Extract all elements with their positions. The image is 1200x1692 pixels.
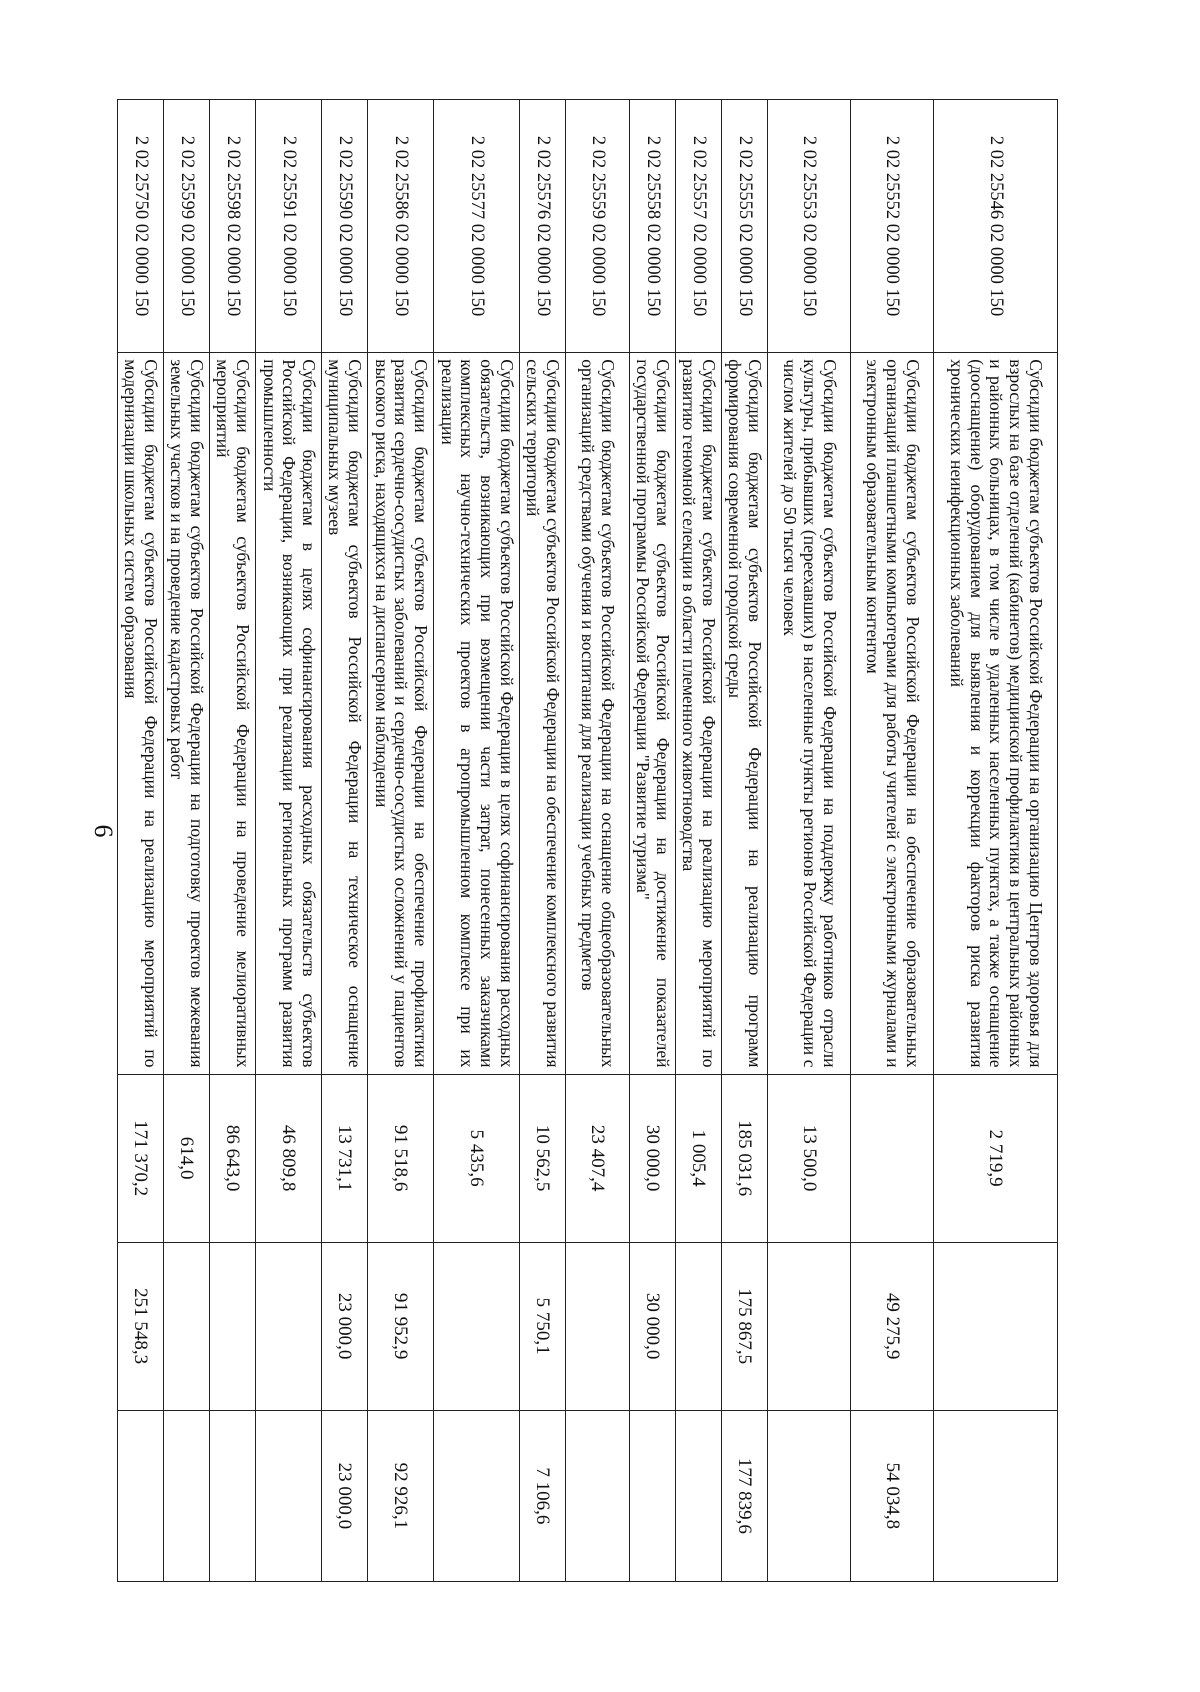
- amount-cell-year3: [630, 1410, 676, 1581]
- budget-code-cell: 2 02 25750 02 0000 150: [118, 100, 164, 353]
- amount-cell-year2: 175 867,5: [722, 1242, 768, 1410]
- table-row: [322, 100, 368, 1582]
- amount-cell-year2: 30 000,0: [630, 1242, 676, 1410]
- budget-code-cell: 2 02 25557 02 0000 150: [676, 100, 722, 353]
- amount-cell-year3: 92 926,1: [368, 1410, 434, 1581]
- budget-code-cell: 2 02 25559 02 0000 150: [566, 100, 630, 353]
- amount-cell-year2: 5 750,1: [520, 1242, 566, 1410]
- budget-code-cell: 2 02 25553 02 0000 150: [768, 100, 851, 353]
- amount-cell-year2: 251 548,3: [118, 1242, 164, 1410]
- amount-cell-year3: 177 839,6: [722, 1410, 768, 1581]
- amount-cell-year2: [676, 1242, 722, 1410]
- amount-cell-year1: 1 005,4: [676, 1074, 722, 1242]
- amount-cell-year3: [256, 1410, 322, 1581]
- rotated-table-wrapper: [108, 99, 1058, 1582]
- amount-cell-year1: 5 435,6: [434, 1074, 520, 1242]
- page-number: 6: [89, 824, 118, 838]
- amount-cell-year3: [768, 1410, 851, 1581]
- table-row: [256, 100, 322, 1582]
- amount-cell-year1: 13 500,0: [768, 1074, 851, 1242]
- amount-cell-year2: [566, 1242, 630, 1410]
- amount-cell-year2: 23 000,0: [322, 1242, 368, 1410]
- amount-cell-year1: 13 731,1: [322, 1074, 368, 1242]
- amount-cell-year1: 10 562,5: [520, 1074, 566, 1242]
- amount-cell-year3: [566, 1410, 630, 1581]
- description-cell: Субсидии бюджетам субъектов Российской Федерации на достижение показателей государственной программы Российской Федерации "Развитие туризма": [630, 353, 676, 1074]
- table-row: [768, 100, 851, 1582]
- description-cell: Субсидии бюджетам субъектов Российской Федерации на поддержку работников отрасли культуры, прибывших (переехавших) в населенные пункты регионов Российской Федерации с числом жителей до 50 тысяч человек: [768, 353, 851, 1074]
- amount-cell-year2: [164, 1242, 210, 1410]
- amount-cell-year2: [210, 1242, 256, 1410]
- amount-cell-year1: [851, 1074, 934, 1242]
- budget-code-cell: 2 02 25552 02 0000 150: [851, 100, 934, 353]
- amount-cell-year1: 2 719,9: [934, 1074, 1058, 1242]
- budget-code-cell: 2 02 25577 02 0000 150: [434, 100, 520, 353]
- budget-code-cell: 2 02 25590 02 0000 150: [322, 100, 368, 353]
- budget-code-cell: 2 02 25599 02 0000 150: [164, 100, 210, 353]
- budget-code-cell: 2 02 25546 02 0000 150: [934, 100, 1058, 353]
- table-row: [164, 100, 210, 1582]
- amount-cell-year3: [676, 1410, 722, 1581]
- description-cell: Субсидии бюджетам субъектов Российской Федерации на проведение мелиоративных мероприятий: [210, 353, 256, 1074]
- amount-cell-year1: 185 031,6: [722, 1074, 768, 1242]
- budget-code-cell: 2 02 25555 02 0000 150: [722, 100, 768, 353]
- description-cell: Субсидии бюджетам субъектов Российской Федерации на реализацию мероприятий по модернизации школьных систем образования: [118, 353, 164, 1074]
- table-row: [118, 100, 164, 1582]
- description-cell: Субсидии бюджетам субъектов Российской Федерации на оснащение общеобразовательных организаций средствами обучения и воспитания для реализации учебных предметов: [566, 353, 630, 1074]
- amount-cell-year1: 86 643,0: [210, 1074, 256, 1242]
- amount-cell-year2: [256, 1242, 322, 1410]
- amount-cell-year1: 30 000,0: [630, 1074, 676, 1242]
- amount-cell-year2: [434, 1242, 520, 1410]
- amount-cell-year2: [934, 1242, 1058, 1410]
- description-cell: Субсидии бюджетам субъектов Российской Федерации на техническое оснащение муниципальных музеев: [322, 353, 368, 1074]
- description-cell: Субсидии бюджетам субъектов Российской Федерации в целях софинансирования расходных обязательств, возникающих при возмещении части затрат, понесенных заказчиками комплексных научно-технических проектов в агропромышленном комплексе при их реализации: [434, 353, 520, 1074]
- budget-code-cell: 2 02 25558 02 0000 150: [630, 100, 676, 353]
- amount-cell-year1: 614,0: [164, 1074, 210, 1242]
- amount-cell-year1: 91 518,6: [368, 1074, 434, 1242]
- table-row: [676, 100, 722, 1582]
- amount-cell-year3: 54 034,8: [851, 1410, 934, 1581]
- budget-code-cell: 2 02 25598 02 0000 150: [210, 100, 256, 353]
- table-row: [520, 100, 566, 1582]
- amount-cell-year3: 7 106,6: [520, 1410, 566, 1581]
- budget-table: [117, 99, 1058, 1582]
- description-cell: Субсидии бюджетам субъектов Российской Федерации на подготовку проектов межевания земельных участков и на проведение кадастровых работ: [164, 353, 210, 1074]
- table-row: [434, 100, 520, 1582]
- description-cell: Субсидии бюджетам субъектов Российской Федерации на реализацию мероприятий по развитию геномной селекции в области племенного животноводства: [676, 353, 722, 1074]
- amount-cell-year2: 49 275,9: [851, 1242, 934, 1410]
- description-cell: Субсидии бюджетам субъектов Российской Федерации на обеспечение образовательных организаций планшетными компьютерами для работы учителей с электронными журналами и электронным образовательным контентом: [851, 353, 934, 1074]
- table-row: [368, 100, 434, 1582]
- amount-cell-year2: [768, 1242, 851, 1410]
- budget-code-cell: 2 02 25591 02 0000 150: [256, 100, 322, 353]
- amount-cell-year1: 46 809,8: [256, 1074, 322, 1242]
- amount-cell-year1: 23 407,4: [566, 1074, 630, 1242]
- budget-code-cell: 2 02 25576 02 0000 150: [520, 100, 566, 353]
- amount-cell-year3: 23 000,0: [322, 1410, 368, 1581]
- table-row: [630, 100, 676, 1582]
- description-cell: Субсидии бюджетам субъектов Российской Федерации на организацию Центров здоровья для взрослых на базе отделений (кабинетов) медицинской профилактики в центральных районных и районных больницах, в том числе в удаленных населенных пунктах, а также оснащение (дооснащение) оборудованием для выявления и коррекции факторов риска развития хронических неинфекционных заболеваний: [934, 353, 1058, 1074]
- description-cell: Субсидии бюджетам в целях софинансирования расходных обязательств субъектов Российской Федерации, возникающих при реализации региональных программ развития промышленности: [256, 353, 322, 1074]
- table-row: [722, 100, 768, 1582]
- table-body: [118, 100, 1058, 1582]
- table-row: [566, 100, 630, 1582]
- amount-cell-year3: [118, 1410, 164, 1581]
- table-row: [934, 100, 1058, 1582]
- amount-cell-year1: 171 370,2: [118, 1074, 164, 1242]
- table-row: [851, 100, 934, 1582]
- amount-cell-year3: [164, 1410, 210, 1581]
- table-row: [210, 100, 256, 1582]
- description-cell: Субсидии бюджетам субъектов Российской Федерации на обеспечение профилактики развития сердечно-сосудистых заболеваний и сердечно-сосудистых осложнений у пациентов высокого риска, находящихся на диспансерном наблюдении: [368, 353, 434, 1074]
- amount-cell-year3: [434, 1410, 520, 1581]
- description-cell: Субсидии бюджетам субъектов Российской Федерации на обеспечение комплексного развития сельских территорий: [520, 353, 566, 1074]
- budget-code-cell: 2 02 25586 02 0000 150: [368, 100, 434, 353]
- amount-cell-year3: [210, 1410, 256, 1581]
- amount-cell-year3: [934, 1410, 1058, 1581]
- description-cell: Субсидии бюджетам субъектов Российской Федерации на реализацию программ формирования современной городской среды: [722, 353, 768, 1074]
- amount-cell-year2: 91 952,9: [368, 1242, 434, 1410]
